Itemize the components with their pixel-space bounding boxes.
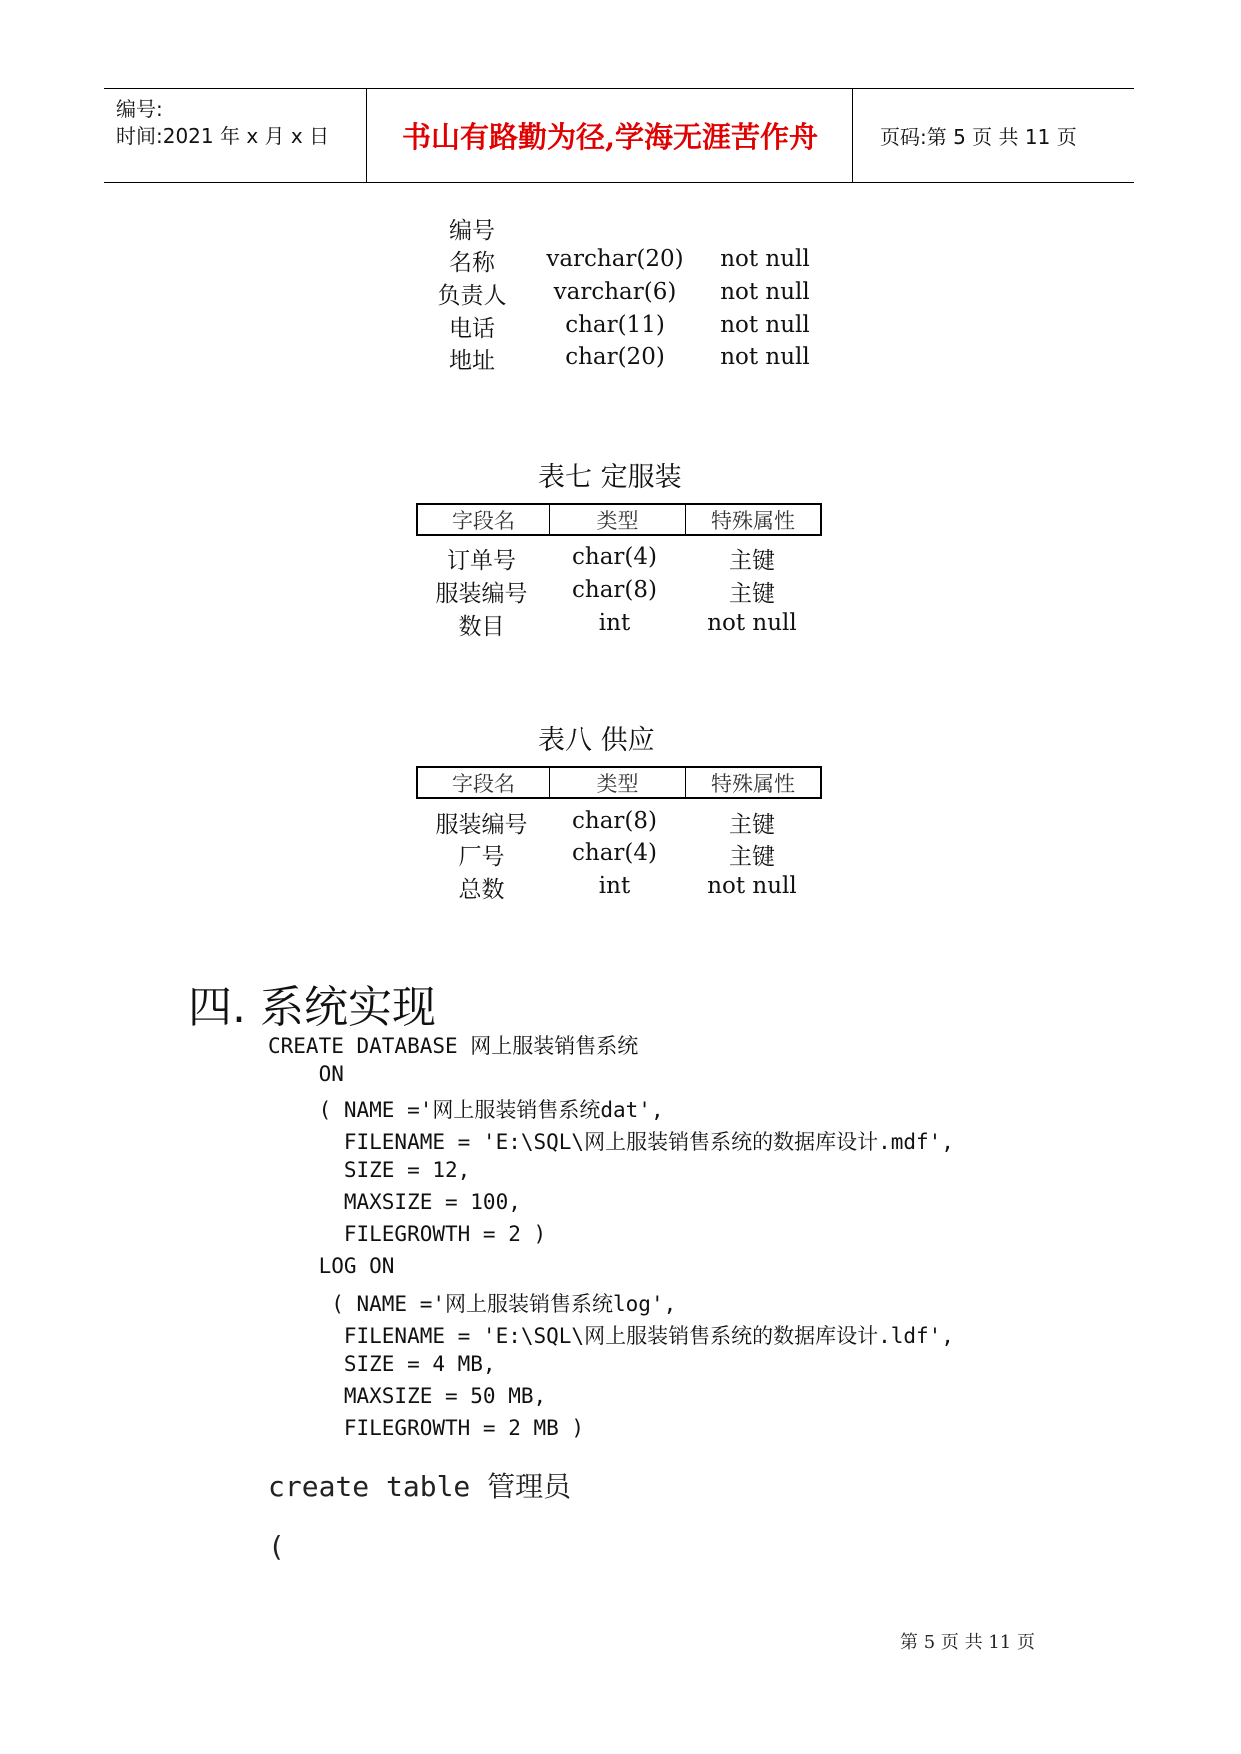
code-line: SIZE = 12,: [268, 1158, 471, 1182]
table-row-field: 编号: [449, 218, 495, 244]
table-row-attr: 主键: [729, 548, 775, 574]
table-row-attr: not null: [720, 246, 810, 272]
table-row-type: varchar(6): [553, 279, 677, 305]
code-line: SIZE = 4 MB,: [268, 1352, 496, 1376]
table-row-attr: not null: [707, 610, 797, 636]
code-line: LOG ON: [268, 1254, 395, 1278]
code-line: FILENAME = 'E:\SQL\网上服装销售系统的数据库设计.ldf',: [268, 1324, 954, 1348]
code-line: ( NAME ='网上服装销售系统log',: [268, 1292, 677, 1316]
table-row-attr: not null: [720, 344, 810, 370]
table-row-type: char(8): [572, 808, 657, 834]
table-row-field: 名称: [449, 250, 495, 276]
table-row-attr: 主键: [729, 812, 775, 838]
header-page-label: 页码:第 5 页 共 11 页: [880, 125, 1077, 149]
header-cell: 特殊属性: [711, 771, 795, 796]
table-row-type: char(11): [565, 312, 665, 338]
table-caption: 表八 供应: [538, 725, 655, 756]
header-cell: 类型: [550, 505, 686, 534]
table-row-field: 总数: [458, 877, 505, 903]
table-header: [416, 503, 822, 536]
table-row-field: 服装编号: [435, 812, 528, 838]
table-row-type: int: [598, 610, 631, 636]
table-row-field: 数目: [458, 614, 505, 640]
table-row-type: char(20): [565, 344, 665, 370]
section-title: 四. 系统实现: [188, 982, 436, 1033]
table-row-type: int: [598, 873, 631, 899]
code-line: ( NAME ='网上服装销售系统dat',: [268, 1098, 664, 1122]
code-line: FILEGROWTH = 2 MB ): [268, 1416, 585, 1440]
header-meta: [104, 89, 367, 182]
code-line: ON: [268, 1062, 344, 1086]
table-row-attr: 主键: [729, 844, 775, 870]
header-cell: 类型: [550, 768, 686, 797]
table-row-field: 服装编号: [435, 581, 528, 607]
open-paren: (: [268, 1530, 285, 1563]
table-row-type: varchar(20): [546, 246, 684, 272]
time-label: 时间:2021 年 x 月 x 日: [116, 124, 330, 148]
table-caption: 表七 定服装: [538, 462, 682, 493]
code-line: FILEGROWTH = 2 ): [268, 1222, 547, 1246]
page-footer: 第 5 页 共 11 页: [900, 1632, 1035, 1653]
table-row-attr: not null: [707, 873, 797, 899]
header-cell: 字段名: [418, 505, 550, 534]
table-row-field: 电话: [449, 316, 495, 342]
code-line: CREATE DATABASE 网上服装销售系统: [268, 1034, 639, 1058]
page-header: [104, 88, 1134, 183]
header-cell: 特殊属性: [711, 508, 795, 533]
code-line: MAXSIZE = 50 MB,: [268, 1384, 547, 1408]
table-row-type: char(8): [572, 577, 657, 603]
table-row-attr: not null: [720, 312, 810, 338]
table-row-attr: not null: [720, 279, 810, 305]
code-line: FILENAME = 'E:\SQL\网上服装销售系统的数据库设计.mdf',: [268, 1130, 954, 1154]
table-header: [416, 766, 822, 799]
header-motto: 书山有路勤为径,学海无涯苦作舟: [368, 89, 853, 182]
code-line: MAXSIZE = 100,: [268, 1190, 521, 1214]
table-row-field: 地址: [449, 348, 495, 374]
table-row-attr: 主键: [729, 581, 775, 607]
create-table-statement: create table 管理员: [268, 1470, 572, 1503]
table-row-field: 厂号: [458, 844, 505, 870]
table-row-field: 负责人: [437, 283, 507, 309]
table-row-type: char(4): [572, 544, 657, 570]
table-row-type: char(4): [572, 840, 657, 866]
table-row-field: 订单号: [447, 548, 516, 574]
number-label: 编号:: [116, 97, 163, 121]
header-cell: 字段名: [418, 768, 550, 797]
